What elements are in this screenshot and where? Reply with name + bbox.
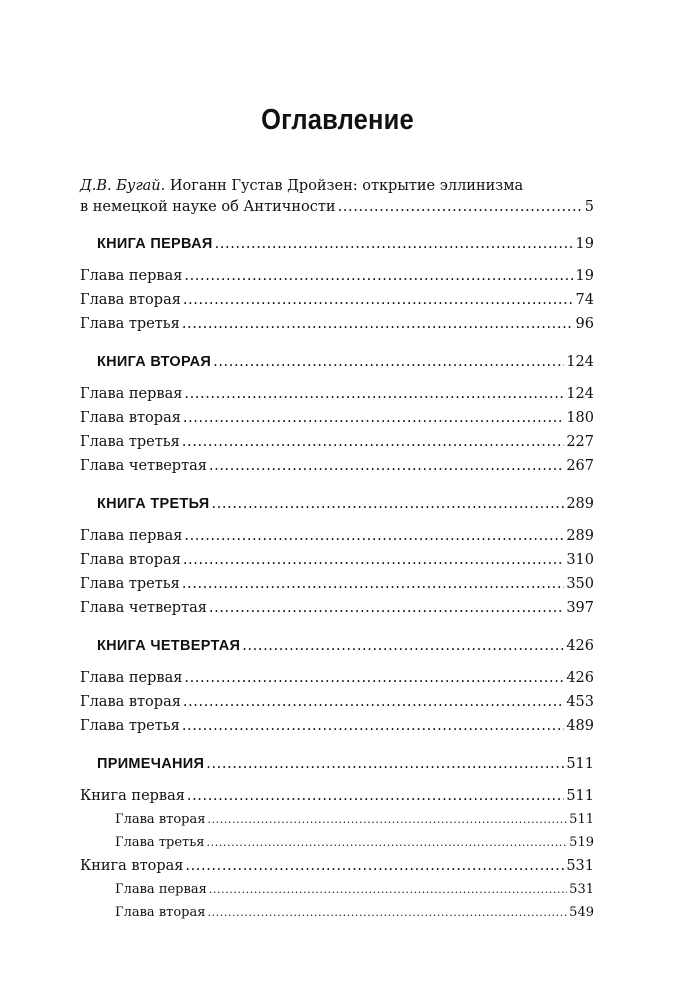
book-heading-label: КНИГА ТРЕТЬЯ — [97, 496, 210, 512]
toc-entry[interactable] — [80, 430, 594, 454]
toc-entry-label: Глава третья — [80, 718, 180, 734]
dot-leader — [184, 382, 564, 406]
dot-leader — [213, 350, 564, 374]
page-number: 310 — [566, 552, 594, 568]
dot-leader — [215, 232, 574, 256]
toc-entry-label: Глава первая — [80, 528, 183, 544]
toc-subentry-label: Глава третья — [115, 835, 205, 850]
page-number: 227 — [566, 434, 594, 450]
toc-entry[interactable] — [80, 264, 594, 288]
page-number: 531 — [566, 858, 594, 874]
toc-entry-label: Глава четвертая — [80, 600, 207, 616]
page-number: 426 — [566, 638, 594, 654]
toc-entry-label: Книга первая — [80, 788, 185, 804]
toc-entry-label: Глава четвертая — [80, 458, 207, 474]
toc-subentry-label: Глава вторая — [115, 812, 206, 827]
page-number: 5 — [584, 199, 594, 215]
dot-leader — [183, 406, 564, 430]
page-number: 511 — [569, 812, 594, 827]
page-number: 549 — [569, 905, 594, 920]
dot-leader — [184, 524, 564, 548]
toc-entry[interactable] — [80, 524, 594, 548]
intro-title-line-1: Иоганн Густав Дройзен: открытие эллинизма — [169, 178, 524, 194]
toc-subentry[interactable] — [80, 808, 594, 831]
page-title: Оглавление — [261, 104, 414, 136]
page-number: 74 — [575, 292, 594, 308]
page-number: 350 — [566, 576, 594, 592]
dot-leader — [187, 784, 564, 808]
toc-entry-label: Книга вторая — [80, 858, 184, 874]
page-number: 124 — [566, 354, 594, 370]
dot-leader — [182, 312, 574, 336]
dot-leader — [212, 492, 565, 516]
page-number: 289 — [566, 528, 594, 544]
toc-entry-label: Глава вторая — [80, 410, 181, 426]
dot-leader — [183, 288, 574, 312]
page-number: 397 — [566, 600, 594, 616]
page-number: 289 — [566, 496, 594, 512]
book-heading[interactable] — [80, 350, 594, 374]
toc-entry-label: Глава первая — [80, 268, 183, 284]
intro-entry[interactable] — [80, 176, 594, 218]
toc-entry[interactable] — [80, 406, 594, 430]
book-heading[interactable] — [80, 752, 594, 776]
book-heading-label: КНИГА ВТОРАЯ — [97, 354, 212, 370]
toc-entry[interactable] — [80, 784, 594, 808]
book-heading-label: КНИГА ЧЕТВЕРТАЯ — [97, 638, 241, 654]
page-number: 531 — [569, 882, 594, 897]
dot-leader — [207, 901, 567, 924]
intro-line-1 — [80, 176, 594, 197]
book-heading-label: КНИГА ПЕРВАЯ — [97, 236, 213, 252]
dot-leader — [242, 634, 564, 658]
page-number: 519 — [569, 835, 594, 850]
intro-line-2 — [80, 197, 594, 218]
dot-leader — [185, 854, 564, 878]
toc-entry[interactable] — [80, 312, 594, 336]
toc-entry[interactable] — [80, 288, 594, 312]
book-heading[interactable] — [80, 232, 594, 256]
dot-leader — [338, 197, 583, 218]
book-heading[interactable] — [80, 634, 594, 658]
dot-leader — [207, 808, 567, 831]
dot-leader — [183, 548, 564, 572]
page-number: 453 — [566, 694, 594, 710]
page-number: 96 — [575, 316, 594, 332]
intro-author: Д.В. Бугай. — [80, 178, 166, 194]
toc-entry[interactable] — [80, 382, 594, 406]
toc-entry[interactable] — [80, 714, 594, 738]
toc-subentry[interactable] — [80, 878, 594, 901]
intro-title-line-2: в немецкой науке об Античности — [80, 199, 336, 215]
page-number: 489 — [566, 718, 594, 734]
toc-entry[interactable] — [80, 666, 594, 690]
toc-entry-label: Глава вторая — [80, 292, 181, 308]
dot-leader — [209, 454, 564, 478]
toc-entry[interactable] — [80, 690, 594, 714]
toc-entry[interactable] — [80, 454, 594, 478]
toc-section — [80, 492, 594, 620]
page-number: 124 — [566, 386, 594, 402]
toc-entry[interactable] — [80, 596, 594, 620]
dot-leader — [209, 878, 567, 901]
toc-subentry[interactable] — [80, 831, 594, 854]
toc-entry[interactable] — [80, 572, 594, 596]
toc-subentry-label: Глава первая — [115, 882, 207, 897]
dot-leader — [184, 666, 564, 690]
page-number: 19 — [575, 268, 594, 284]
dot-leader — [183, 690, 564, 714]
page-number: 426 — [566, 670, 594, 686]
page-number: 180 — [566, 410, 594, 426]
toc-entry-label: Глава третья — [80, 316, 180, 332]
page-number: 19 — [575, 236, 594, 252]
dot-leader — [184, 264, 573, 288]
toc-entry-label: Глава первая — [80, 670, 183, 686]
toc-subentry-label: Глава вторая — [115, 905, 206, 920]
table-of-contents — [80, 176, 594, 924]
page-number: 511 — [566, 756, 594, 772]
book-heading-label: ПРИМЕЧАНИЯ — [97, 756, 205, 772]
toc-entry-label: Глава третья — [80, 434, 180, 450]
toc-entry-label: Глава первая — [80, 386, 183, 402]
toc-section — [80, 634, 594, 738]
toc-subentry[interactable] — [80, 901, 594, 924]
dot-leader — [182, 714, 564, 738]
page-number: 511 — [566, 788, 594, 804]
dot-leader — [182, 572, 564, 596]
book-heading[interactable] — [80, 492, 594, 516]
dot-leader — [182, 430, 564, 454]
toc-entry[interactable] — [80, 548, 594, 572]
toc-entry-label: Глава вторая — [80, 694, 181, 710]
dot-leader — [209, 596, 564, 620]
toc-section — [80, 350, 594, 478]
dot-leader — [207, 831, 568, 854]
toc-section — [80, 232, 594, 336]
toc-section — [80, 752, 594, 924]
toc-entry-label: Глава третья — [80, 576, 180, 592]
page-number: 267 — [566, 458, 594, 474]
toc-entry[interactable] — [80, 854, 594, 878]
toc-entry-label: Глава вторая — [80, 552, 181, 568]
dot-leader — [206, 752, 564, 776]
